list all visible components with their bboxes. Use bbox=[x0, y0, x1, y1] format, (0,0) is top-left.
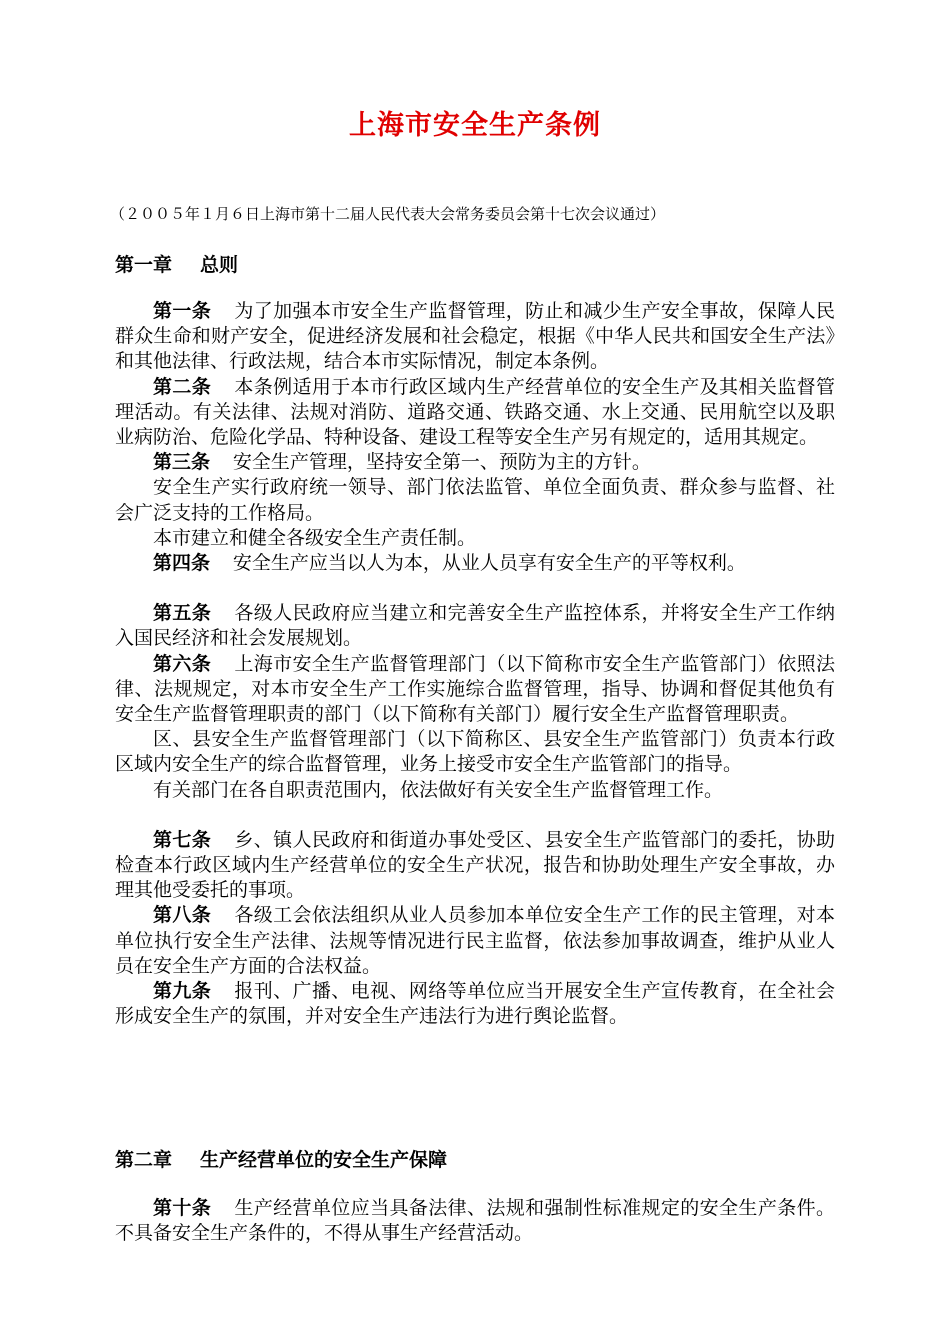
article-text: 报刊、广播、电视、网络等单位应当开展安全生产宣传教育，在全社会形成安全生产的氛围，并对安全生产违法行为进行舆论监督。 bbox=[115, 980, 835, 1028]
chapter-number: 第二章 bbox=[115, 1149, 173, 1171]
article-paragraph bbox=[115, 299, 835, 375]
article-text: 安全生产应当以人为本，从业人员享有安全生产的平等权利。 bbox=[232, 552, 746, 575]
article-number: 第九条 bbox=[153, 980, 212, 1003]
chapter-body-1 bbox=[115, 299, 835, 1029]
document-title: 上海市安全生产条例 bbox=[349, 110, 601, 141]
body-paragraph bbox=[115, 727, 835, 777]
article-paragraph bbox=[115, 601, 835, 651]
article-text: 各级人民政府应当建立和完善安全生产监控体系，并将安全生产工作纳入国民经济和社会发展规划。 bbox=[115, 602, 835, 650]
article-number: 第三条 bbox=[153, 451, 211, 474]
article-number: 第五条 bbox=[153, 602, 212, 625]
article-paragraph bbox=[115, 979, 835, 1029]
body-paragraph bbox=[115, 526, 835, 551]
paragraph-text: 有关部门在各自职责范围内，依法做好有关安全生产监督管理工作。 bbox=[153, 778, 724, 801]
article-text: 上海市安全生产监督管理部门（以下简称市安全生产监管部门）依照法律、法规规定，对本市安全生产工作实施综合监督管理，指导、协调和督促其他负有安全生产监督管理职责的部门（以下简称有关部门）履行安全生产监督管理职责。 bbox=[115, 652, 835, 726]
article-text: 安全生产管理，坚持安全第一、预防为主的方针。 bbox=[232, 451, 651, 474]
article-number: 第一条 bbox=[153, 300, 212, 322]
article-number: 第八条 bbox=[153, 904, 212, 927]
article-paragraph bbox=[115, 551, 835, 576]
article-number: 第六条 bbox=[153, 652, 212, 675]
chapter-heading-2 bbox=[115, 1146, 447, 1174]
article-paragraph bbox=[115, 903, 835, 979]
article-paragraph bbox=[115, 652, 835, 728]
article-paragraph bbox=[115, 828, 835, 904]
article-number: 第七条 bbox=[153, 828, 212, 851]
article-text: 乡、镇人民政府和街道办事处受区、县安全生产监管部门的委托，协助检查本行政区域内生产经营单位的安全生产状况，报告和协助处理生产安全事故，办理其他受委托的事项。 bbox=[115, 828, 835, 902]
chapter-body-2 bbox=[115, 1196, 835, 1246]
paragraph-text: 本市建立和健全各级安全生产责任制。 bbox=[153, 526, 477, 549]
article-paragraph bbox=[115, 450, 835, 475]
article-number: 第二条 bbox=[153, 375, 212, 398]
paragraph-text: 安全生产实行政府统一领导、部门依法监管、单位全面负责、群众参与监督、社会广泛支持的工作格局。 bbox=[115, 476, 835, 524]
chapter-name: 生产经营单位的安全生产保障 bbox=[200, 1149, 448, 1171]
article-paragraph bbox=[115, 1196, 835, 1246]
article-number: 第四条 bbox=[153, 552, 211, 575]
article-text: 本条例适用于本市行政区域内生产经营单位的安全生产及其相关监督管理活动。有关法律、法规对消防、道路交通、铁路交通、水上交通、民用航空以及职业病防治、危险化学品、特种设备、建设工程等安全生产另有规定的，适用其规定。 bbox=[115, 375, 835, 449]
chapter-number: 第一章 bbox=[115, 254, 173, 276]
article-text: 各级工会依法组织从业人员参加本单位安全生产工作的民主管理，对本单位执行安全生产法律、法规等情况进行民主监督，依法参加事故调查，维护从业人员在安全生产方面的合法权益。 bbox=[115, 904, 835, 977]
body-paragraph bbox=[115, 475, 835, 525]
chapter-heading-1 bbox=[115, 251, 238, 279]
document-subtitle: （２００５年１月６日上海市第十二届人民代表大会常务委员会第十七次会议通过） bbox=[110, 205, 666, 223]
article-text: 生产经营单位应当具备法律、法规和强制性标准规定的安全生产条件。不具备安全生产条件的，不得从事生产经营活动。 bbox=[115, 1197, 835, 1245]
article-number: 第十条 bbox=[153, 1197, 212, 1219]
article-paragraph bbox=[115, 375, 835, 451]
chapter-name: 总则 bbox=[200, 254, 239, 276]
article-text: 为了加强本市安全生产监督管理，防止和减少生产安全事故，保障人民群众生命和财产安全，促进经济发展和社会稳定，根据《中华人民共和国安全生产法》和其他法律、行政法规，结合本市实际情况，制定本条例。 bbox=[115, 300, 835, 373]
body-paragraph bbox=[115, 778, 835, 803]
paragraph-text: 区、县安全生产监督管理部门（以下简称区、县安全生产监管部门）负责本行政区域内安全生产的综合监督管理，业务上接受市安全生产监管部门的指导。 bbox=[115, 728, 835, 776]
